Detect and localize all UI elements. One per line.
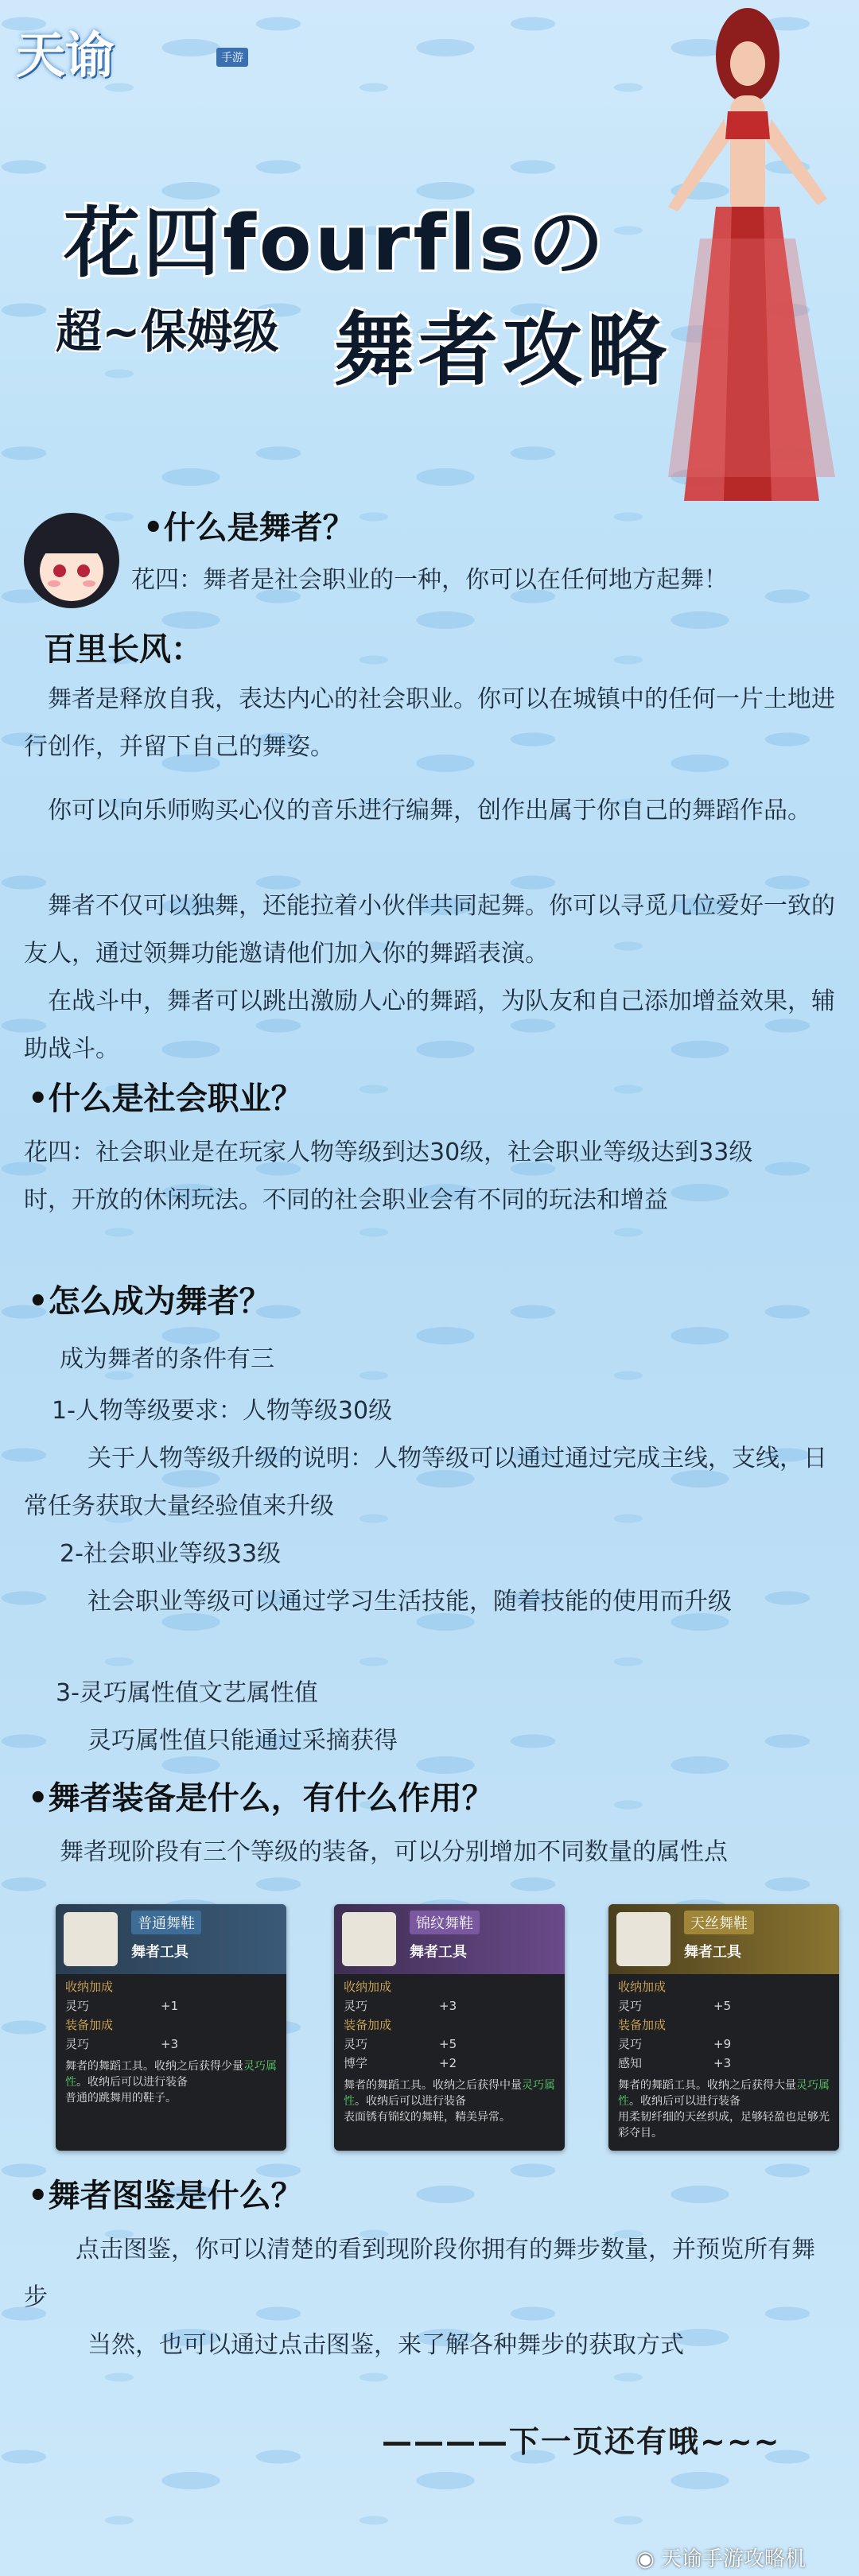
next-page-note: ————下一页还有哦~~~: [382, 2424, 781, 2459]
shoe-icon: [616, 1912, 670, 1966]
desc-highlight: 灵巧属性: [344, 2079, 555, 2108]
section-label: 收纳加成: [65, 1980, 114, 1994]
stat-value: +9: [713, 2037, 732, 2051]
chibi-avatar-icon: [16, 501, 127, 612]
section-social-job-heading: •什么是社会职业？: [28, 1080, 303, 1117]
stat-name: 灵巧: [344, 1999, 368, 2013]
item-type: 舞者工具: [684, 1944, 741, 1961]
card-header: [334, 1904, 565, 1974]
card-header: [56, 1904, 286, 1974]
stat-value: +5: [713, 1999, 732, 2013]
stat-value: +5: [439, 2037, 457, 2051]
logo-subtitle: 手游: [216, 48, 248, 67]
condition-1: 1-人物等级要求：人物等级30级: [52, 1397, 393, 1425]
stat-name: 博学: [344, 2056, 368, 2070]
title-line1: 花四fourflsの: [64, 199, 608, 288]
codex-desc-p2: 当然，也可以通过点击图鉴，来了解各种舞步的获取方式: [87, 2331, 684, 2359]
item-type: 舞者工具: [131, 1944, 189, 1961]
desc-text: 舞者的舞蹈工具。收纳之后获得少量: [65, 2060, 243, 2073]
dancer-character-illustration: [636, 0, 851, 517]
section-label: 装备加成: [618, 2018, 667, 2032]
section-label: 装备加成: [65, 2018, 114, 2032]
shoe-icon: [342, 1912, 396, 1966]
desc-flavor: 表面锈有锦纹的舞鞋，精美异常。: [344, 2111, 511, 2124]
desc-text: 舞者的舞蹈工具。收纳之后获得中量: [344, 2079, 522, 2092]
condition-3: 3-灵巧属性值文艺属性值: [56, 1679, 318, 1707]
stat-value: +3: [439, 1999, 457, 2013]
title-line3: 舞者攻略: [334, 304, 671, 397]
section-label: 收纳加成: [344, 1980, 392, 1994]
condition-3-desc: 灵巧属性值只能通过采摘获得: [87, 1727, 398, 1755]
section-how-become-heading: •怎么成为舞者？: [28, 1283, 271, 1320]
stat-name: 灵巧: [618, 1999, 643, 2013]
watermark-text: 天谕手游攻略机: [660, 2547, 806, 2571]
desc-flavor: 普通的跳舞用的鞋子。: [65, 2092, 177, 2105]
section-label: 收纳加成: [618, 1980, 667, 1994]
wechat-watermark: [636, 2543, 806, 2572]
stat-name: 感知: [618, 2056, 643, 2070]
stat-name: 灵巧: [65, 2037, 90, 2051]
desc-text: 。收纳后可以进行装备: [76, 2076, 188, 2089]
condition-2: 2-社会职业等级33级: [60, 1540, 282, 1568]
dancer-answer: 花四：舞者是社会职业的一种，你可以在任何地方起舞！: [131, 566, 728, 594]
desc-flavor: 用柔韧纤细的天丝织成，足够轻盈也足够光彩夺目。: [618, 2111, 830, 2140]
dancer-desc-p3: 舞者不仅可以独舞，还能拉着小伙伴共同起舞。你可以寻觅几位爱好一致的友人，通过领舞功能邀请他们加入你的舞蹈表演。: [24, 892, 835, 968]
wechat-icon: ◉: [636, 2547, 661, 2571]
codex-desc-p1: 点击图鉴，你可以清楚的看到现阶段你拥有的舞步数量，并预览所有舞步: [24, 2236, 815, 2311]
equipment-card-brocade-shoes[interactable]: [334, 1904, 565, 2151]
item-name: 普通舞鞋: [131, 1911, 201, 1934]
social-job-desc: 花四：社会职业是在玩家人物等级到达30级，社会职业等级达到33级时，开放的休闲玩法。不同的社会职业会有不同的玩法和增益: [24, 1139, 753, 1214]
conditions-intro: 成为舞者的条件有三: [60, 1345, 274, 1373]
item-name: 天丝舞鞋: [684, 1911, 754, 1934]
desc-text: 。收纳后可以进行装备: [355, 2095, 466, 2108]
desc-text: 舞者的舞蹈工具。收纳之后获得大量: [618, 2079, 796, 2092]
card-header: [608, 1904, 839, 1974]
title-line2: 超~保姆级: [56, 305, 279, 359]
shoe-icon: [64, 1912, 118, 1966]
equipment-card-normal-shoes[interactable]: [56, 1904, 286, 2151]
item-name: 锦纹舞鞋: [410, 1911, 480, 1934]
desc-highlight: 灵巧属性: [65, 2060, 277, 2089]
condition-1-desc: 关于人物等级升级的说明：人物等级可以通过通过完成主线，支线，日常任务获取大量经验值来升级: [24, 1445, 827, 1520]
dancer-desc-p1: 舞者是释放自我，表达内心的社会职业。你可以在城镇中的任何一片土地进行创作，并留下自己的舞姿。: [24, 685, 835, 761]
desc-highlight: 灵巧属性: [618, 2079, 830, 2108]
stat-name: 灵巧: [344, 2037, 368, 2051]
section-label: 装备加成: [344, 2018, 392, 2032]
stat-value: +2: [439, 2056, 457, 2070]
section-equipment-heading: •舞者装备是什么，有什么作用？: [28, 1780, 494, 1817]
section-codex-heading: •舞者图鉴是什么？: [28, 2178, 303, 2214]
stat-value: +3: [161, 2037, 179, 2051]
section-what-is-dancer-heading: •什么是舞者？: [143, 510, 355, 546]
game-logo: 天谕: [16, 26, 115, 84]
item-type: 舞者工具: [410, 1944, 467, 1961]
dancer-desc-p4: 在战斗中，舞者可以跳出激励人心的舞蹈，为队友和自己添加增益效果，辅助战斗。: [24, 987, 835, 1063]
dancer-desc-p2: 你可以向乐师购买心仪的音乐进行编舞，创作出属于你自己的舞蹈作品。: [48, 797, 811, 824]
stat-name: 灵巧: [618, 2037, 643, 2051]
stat-name: 灵巧: [65, 1999, 90, 2013]
equipment-intro: 舞者现阶段有三个等级的装备，可以分别增加不同数量的属性点: [60, 1838, 728, 1866]
desc-text: 。收纳后可以进行装备: [629, 2095, 740, 2108]
equipment-card-silk-shoes[interactable]: [608, 1904, 839, 2151]
stat-value: +3: [713, 2056, 732, 2070]
stat-value: +1: [161, 1999, 179, 2013]
condition-2-desc: 社会职业等级可以通过学习生活技能，随着技能的使用而升级: [87, 1588, 732, 1616]
baili-changfeng-heading: 百里长风：: [44, 631, 203, 668]
